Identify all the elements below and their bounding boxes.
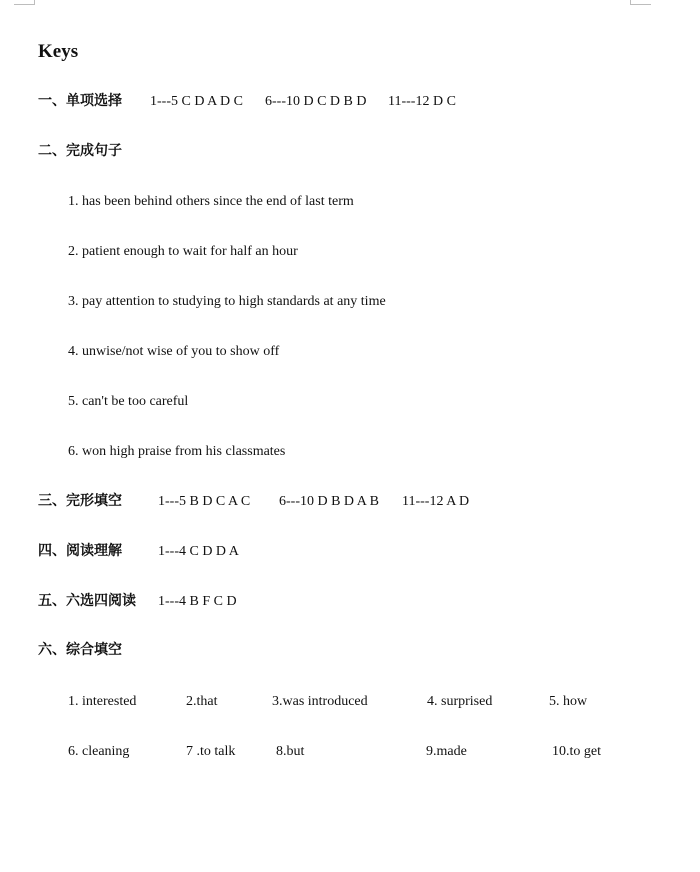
section-3-answers-11-12: 11---12 A D	[402, 494, 470, 509]
section-4-heading: 四、阅读理解	[38, 544, 122, 559]
section-5-answers-1-4: 1---4 B F C D	[158, 594, 237, 609]
section-3-heading: 三、完形填空	[38, 494, 122, 509]
fill-answer-9: 9.made	[426, 744, 467, 759]
section-2-heading: 二、完成句子	[38, 144, 122, 159]
sentence-item-3: 3. pay attention to studying to high standards at any time	[68, 294, 386, 309]
section-6-heading: 六、综合填空	[38, 643, 122, 658]
fill-answer-8: 8.but	[276, 744, 305, 759]
section-5-heading: 五、六选四阅读	[38, 594, 136, 609]
page-title: Keys	[38, 41, 79, 62]
sentence-item-2: 2. patient enough to wait for half an hour	[68, 244, 298, 259]
page-corner-mark-right	[630, 0, 651, 5]
fill-answer-10: 10.to get	[552, 744, 601, 759]
fill-answer-6: 6. cleaning	[68, 744, 130, 759]
sentence-item-4: 4. unwise/not wise of you to show off	[68, 344, 280, 359]
section-1-answers-11-12: 11---12 D C	[388, 94, 456, 109]
sentence-item-5: 5. can't be too careful	[68, 394, 189, 409]
fill-answer-3: 3.was introduced	[272, 694, 368, 709]
fill-answer-1: 1. interested	[68, 694, 137, 709]
fill-answer-4: 4. surprised	[427, 694, 493, 709]
section-1-answers-1-5: 1---5 C D A D C	[150, 94, 243, 109]
fill-answer-2: 2.that	[186, 694, 218, 709]
section-1-answers-6-10: 6---10 D C D B D	[265, 94, 367, 109]
section-3-answers-6-10: 6---10 D B D A B	[279, 494, 379, 509]
page-corner-mark-left	[14, 0, 35, 5]
section-1-heading: 一、单项选择	[38, 94, 122, 109]
fill-answer-5: 5. how	[549, 694, 588, 709]
section-4-answers-1-4: 1---4 C D D A	[158, 544, 239, 559]
fill-answer-7: 7 .to talk	[186, 744, 236, 759]
sentence-item-1: 1. has been behind others since the end of last term	[68, 194, 354, 209]
sentence-item-6: 6. won high praise from his classmates	[68, 444, 286, 459]
section-3-answers-1-5: 1---5 B D C A C	[158, 494, 251, 509]
